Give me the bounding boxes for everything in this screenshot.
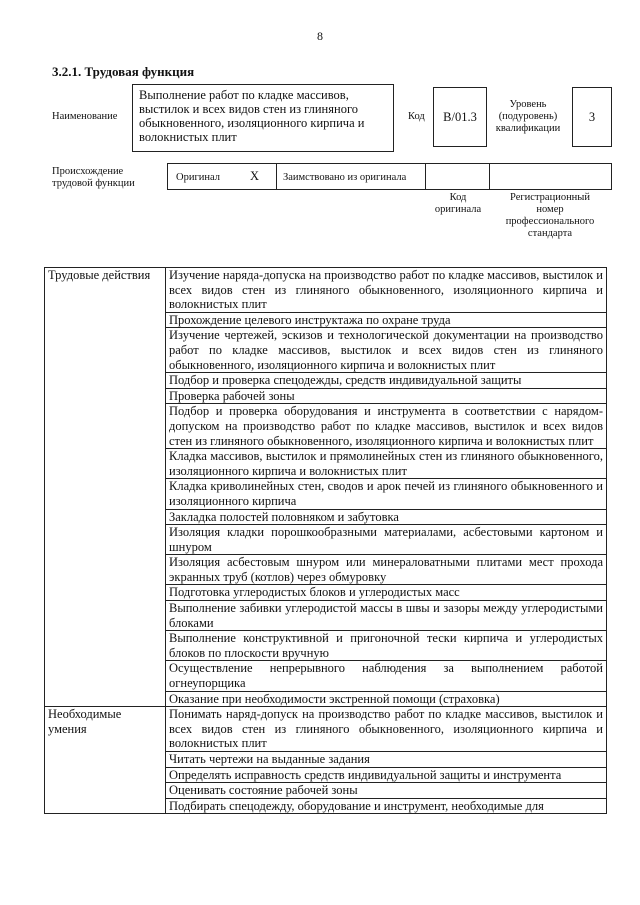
table-cell: Изоляция кладки порошкообразными материалами, асбестовыми картоном и шнуром — [166, 525, 607, 555]
category-label: Необходимые умения — [45, 707, 166, 814]
code-label: Код — [408, 111, 425, 122]
table-cell: Подбирать спецодежду, оборудование и инструмент, необходимые для — [166, 798, 607, 814]
qualification-level-label: Уровень (подуровень) квалификации — [495, 99, 561, 134]
table-cell: Изоляция асбестовым шнуром или минераловатными плитами мест прохода экранных труб (котлов) через обмуровку — [166, 555, 607, 585]
table-cell: Изучение чертежей, эскизов и технологической документации на производство работ по кладке массивов, выстилок и всех видов стен из глиняного обыкновенного, изоляционного кирпича и волокнистых плит — [166, 328, 607, 373]
name-label: Наименование — [52, 111, 118, 122]
table-cell: Проверка рабочей зоны — [166, 388, 607, 404]
table-row — [45, 268, 607, 313]
table-cell: Закладка полостей половняком и забутовка — [166, 509, 607, 525]
category-label: Трудовые действия — [45, 268, 166, 707]
section-title: 3.2.1. Трудовая функция — [52, 64, 195, 79]
table-cell: Оценивать состояние рабочей зоны — [166, 783, 607, 799]
table-cell: Прохождение целевого инструктажа по охране труда — [166, 312, 607, 328]
page-number: 8 — [317, 29, 323, 43]
table-cell: Кладка криволинейных стен, сводов и арок печей из глиняного обыкновенного и изоляционного кирпича — [166, 479, 607, 509]
original-label: Оригинал — [176, 172, 220, 183]
origin-divider — [276, 163, 277, 190]
origin-label: Происхождение трудовой функции — [52, 166, 135, 189]
table-cell: Понимать наряд-допуск на производство работ по кладке массивов, выстилок и всех видов стен из глиняного обыкновенного, изоляционного кирпича и волокнистых плит — [166, 707, 607, 752]
original-mark: X — [250, 169, 260, 183]
table-cell: Выполнение забивки углеродистой массы в швы и зазоры между углеродистыми блоками — [166, 601, 607, 631]
qualification-level: 3 — [572, 87, 612, 147]
table-cell: Подбор и проверка спецодежды, средств индивидуальной защиты — [166, 373, 607, 389]
table-row — [45, 707, 607, 752]
table-cell: Подбор и проверка оборудования и инструмента в соответствии с нарядом-допуском на производство работ по кладке массивов, выстилок и всех видов стен из глиняного обыкновенного, изоляционного кирпича и волокнистых плит — [166, 404, 607, 449]
table-cell: Определять исправность средств индивидуальной защиты и инструмента — [166, 767, 607, 783]
borrowed-label: Заимствовано из оригинала — [283, 172, 407, 183]
table-cell: Осуществление непрерывного наблюдения за выполнением работой огнеупорщика — [166, 661, 607, 691]
function-code: B/01.3 — [433, 87, 487, 147]
labor-function-table — [44, 267, 607, 814]
table-cell: Изучение наряда-допуска на производство работ по кладке массивов, выстилок и всех видов стен из глиняного обыкновенного, изоляционного кирпича и волокнистых плит — [166, 268, 607, 313]
origin-divider — [489, 163, 490, 190]
function-name: Выполнение работ по кладке массивов, выстилок и всех видов стен из глиняного обыкновенного, изоляционного кирпича и волокнистых плит — [132, 84, 394, 152]
table-cell: Кладка массивов, выстилок и прямолинейных стен из глиняного обыкновенного, изоляционного кирпича и волокнистых плит — [166, 449, 607, 479]
origin-code-label: Код оригинала — [434, 192, 482, 215]
table-cell: Оказание при необходимости экстренной помощи (страховка) — [166, 691, 607, 707]
origin-divider — [425, 163, 426, 190]
table-cell: Выполнение конструктивной и пригоночной тески кирпича и углеродистых блоков по плоскости вручную — [166, 631, 607, 661]
registration-number-label: Регистрационный номер профессионального стандарта — [505, 192, 595, 239]
table-cell: Подготовка углеродистых блоков и углеродистых масс — [166, 585, 607, 601]
table-cell: Читать чертежи на выданные задания — [166, 752, 607, 768]
